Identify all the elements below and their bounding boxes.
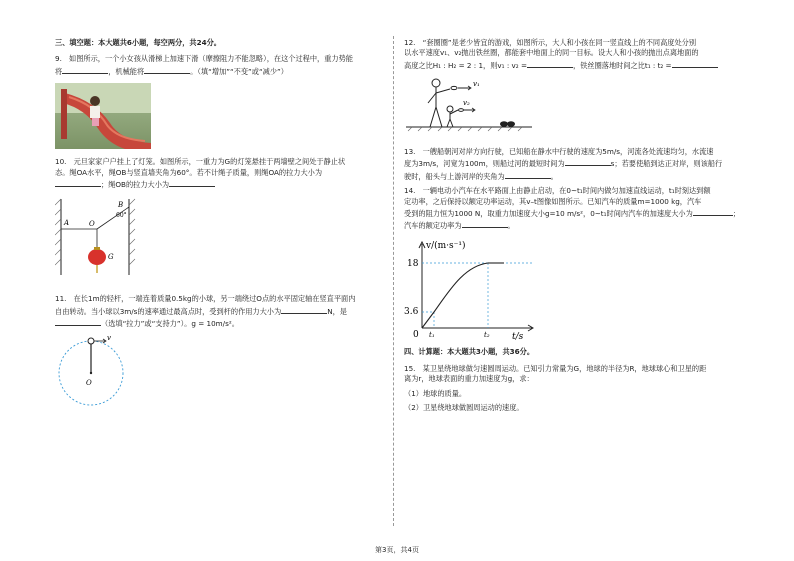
x-tick-0: 0: [413, 329, 419, 340]
section-4-title: 四、计算题：本大题共3小题，共36分。: [404, 347, 535, 357]
q9-blank-1[interactable]: [62, 65, 108, 74]
label-G: G: [108, 252, 114, 261]
column-divider: [393, 36, 394, 526]
lantern-diagram: [55, 195, 155, 277]
x-tick-t1: t₁: [429, 330, 435, 339]
q15-sub2: （2）卫星绕地球做圆周运动的速度。: [404, 403, 524, 412]
label-O-center: O: [86, 379, 92, 388]
label-v2: v₂: [463, 99, 470, 108]
q14-blank-2[interactable]: [462, 219, 508, 228]
q9-blank-2[interactable]: [144, 65, 190, 74]
rod-circle-diagram: [55, 331, 135, 411]
label-A: A: [64, 218, 70, 227]
y-axis-label: v/(m·s⁻¹): [426, 240, 466, 251]
q13-blank-2[interactable]: [505, 170, 551, 179]
vt-curve: [422, 263, 488, 328]
q15-sub1: （1）地球的质量。: [404, 388, 467, 398]
y-tick-18: 18: [407, 258, 419, 269]
section-3-title: 三、填空题：本大题共6小题，每空两分，共24分。: [55, 38, 221, 47]
slide-photo: [55, 83, 151, 149]
q10-blank-2[interactable]: [169, 178, 215, 187]
ring-toss-diagram: [404, 75, 534, 137]
label-v: v: [107, 334, 111, 343]
label-v1: v₁: [473, 80, 480, 89]
q13-blank-1[interactable]: [565, 157, 611, 166]
question-10: 10. 元旦家家户户挂上了灯笼。如图所示，一重力为G的灯笼悬挂于两墙壁之间处于静止状 态。绳OA水平，绳OB与竖直墙夹角为60°。若不计绳子质量，则绳OA的拉力大小为 ；绳OB的拉力大小为 A O B 60° G: [55, 157, 385, 280]
page-footer: 第3页，共4页: [375, 546, 419, 554]
right-column: [404, 38, 744, 417]
q11-blank-2[interactable]: [55, 317, 101, 326]
q11-blank-1[interactable]: [281, 305, 327, 314]
label-O: O: [89, 219, 95, 228]
x-tick-t2: t₂: [484, 330, 490, 339]
q12-blank-2[interactable]: [672, 59, 718, 68]
q10-blank-1[interactable]: [55, 178, 101, 187]
label-B: B: [118, 200, 124, 209]
question-12: 12. “套圈圈”是老少皆宜的游戏，如图所示，大人和小孩在同一竖直线上的不同高度处分别 以水平速度v₁、v₂抛出铁丝圈，都能套中地面上的同一目标。设大人和小孩的抛出点离地面的 高度之比H₁ : H₂ = 2 : 1，则v₁ : v₂ = ，铁丝圈落地时间之比t₁ : t₂ = v₁ v₂: [404, 38, 744, 141]
vt-graph: [404, 236, 544, 340]
q14-blank-1[interactable]: [693, 207, 733, 216]
question-9: 9. 如图所示，一个小女孩从滑梯上加速下滑（摩擦阻力不能忽略），在这个过程中，重力势能 将 ，机械能将 。（填“增加”“不变”或“减少”）: [55, 54, 385, 149]
q9-text: 9. 如图所示，一个小女孩从滑梯上加速下滑（摩擦阻力不能忽略），在这个过程中，重力势能: [55, 54, 353, 64]
q12-blank-1[interactable]: [527, 59, 573, 68]
question-14: 14. 一辆电动小汽车在水平路面上由静止启动，在0~t₁时间内做匀加速直线运动，t₁时刻达到额 定功率，之后保持以额定功率运动，其v–t图像如图所示。已知汽车的质量m=1000 kg，汽车 受到的阻力恒为1000 N，取重力加速度大小g=10 m/s²，0~t₁时间内汽车的加速度大小为 ； 汽车的额定功率为 。 v/(m·s⁻¹) t/s 18 3.6 0 t₁ t₂: [404, 186, 740, 340]
y-tick-3.6: 3.6: [404, 306, 419, 317]
label-angle: 60°: [116, 211, 127, 219]
x-axis-label: t/s: [512, 331, 524, 340]
question-13: 13. 一艘船朝河对岸方向行驶，已知船在静水中行驶的速度为5m/s，河流各处流速均匀，水流速 度为3m/s，河宽为100m，则船过河的最短时间为 s；若要使船到达正对岸，则该船行 驶时，船头与上游河岸的夹角为 。: [404, 146, 723, 181]
question-15: 15. 某卫星绕地球做匀速圆周运动。已知引力常量为G，地球的半径为R，地球球心和卫星的距 离为r，地球表面的重力加速度为g，求： （1）地球的质量。 （2）卫星绕地球做圆周运动的速度。: [404, 364, 744, 414]
question-11: 11. 在长1m的轻杆，一端连着质量0.5kg的小球，另一端绕过O点的水平固定轴在竖直平面内 自由转动。当小球以3m/s的速率通过最高点时，受到杆的作用力大小为 N，是 （选填“拉力”或“支持力”）。g = 10m/s²。 v O: [55, 294, 385, 415]
left-column: [55, 38, 385, 419]
